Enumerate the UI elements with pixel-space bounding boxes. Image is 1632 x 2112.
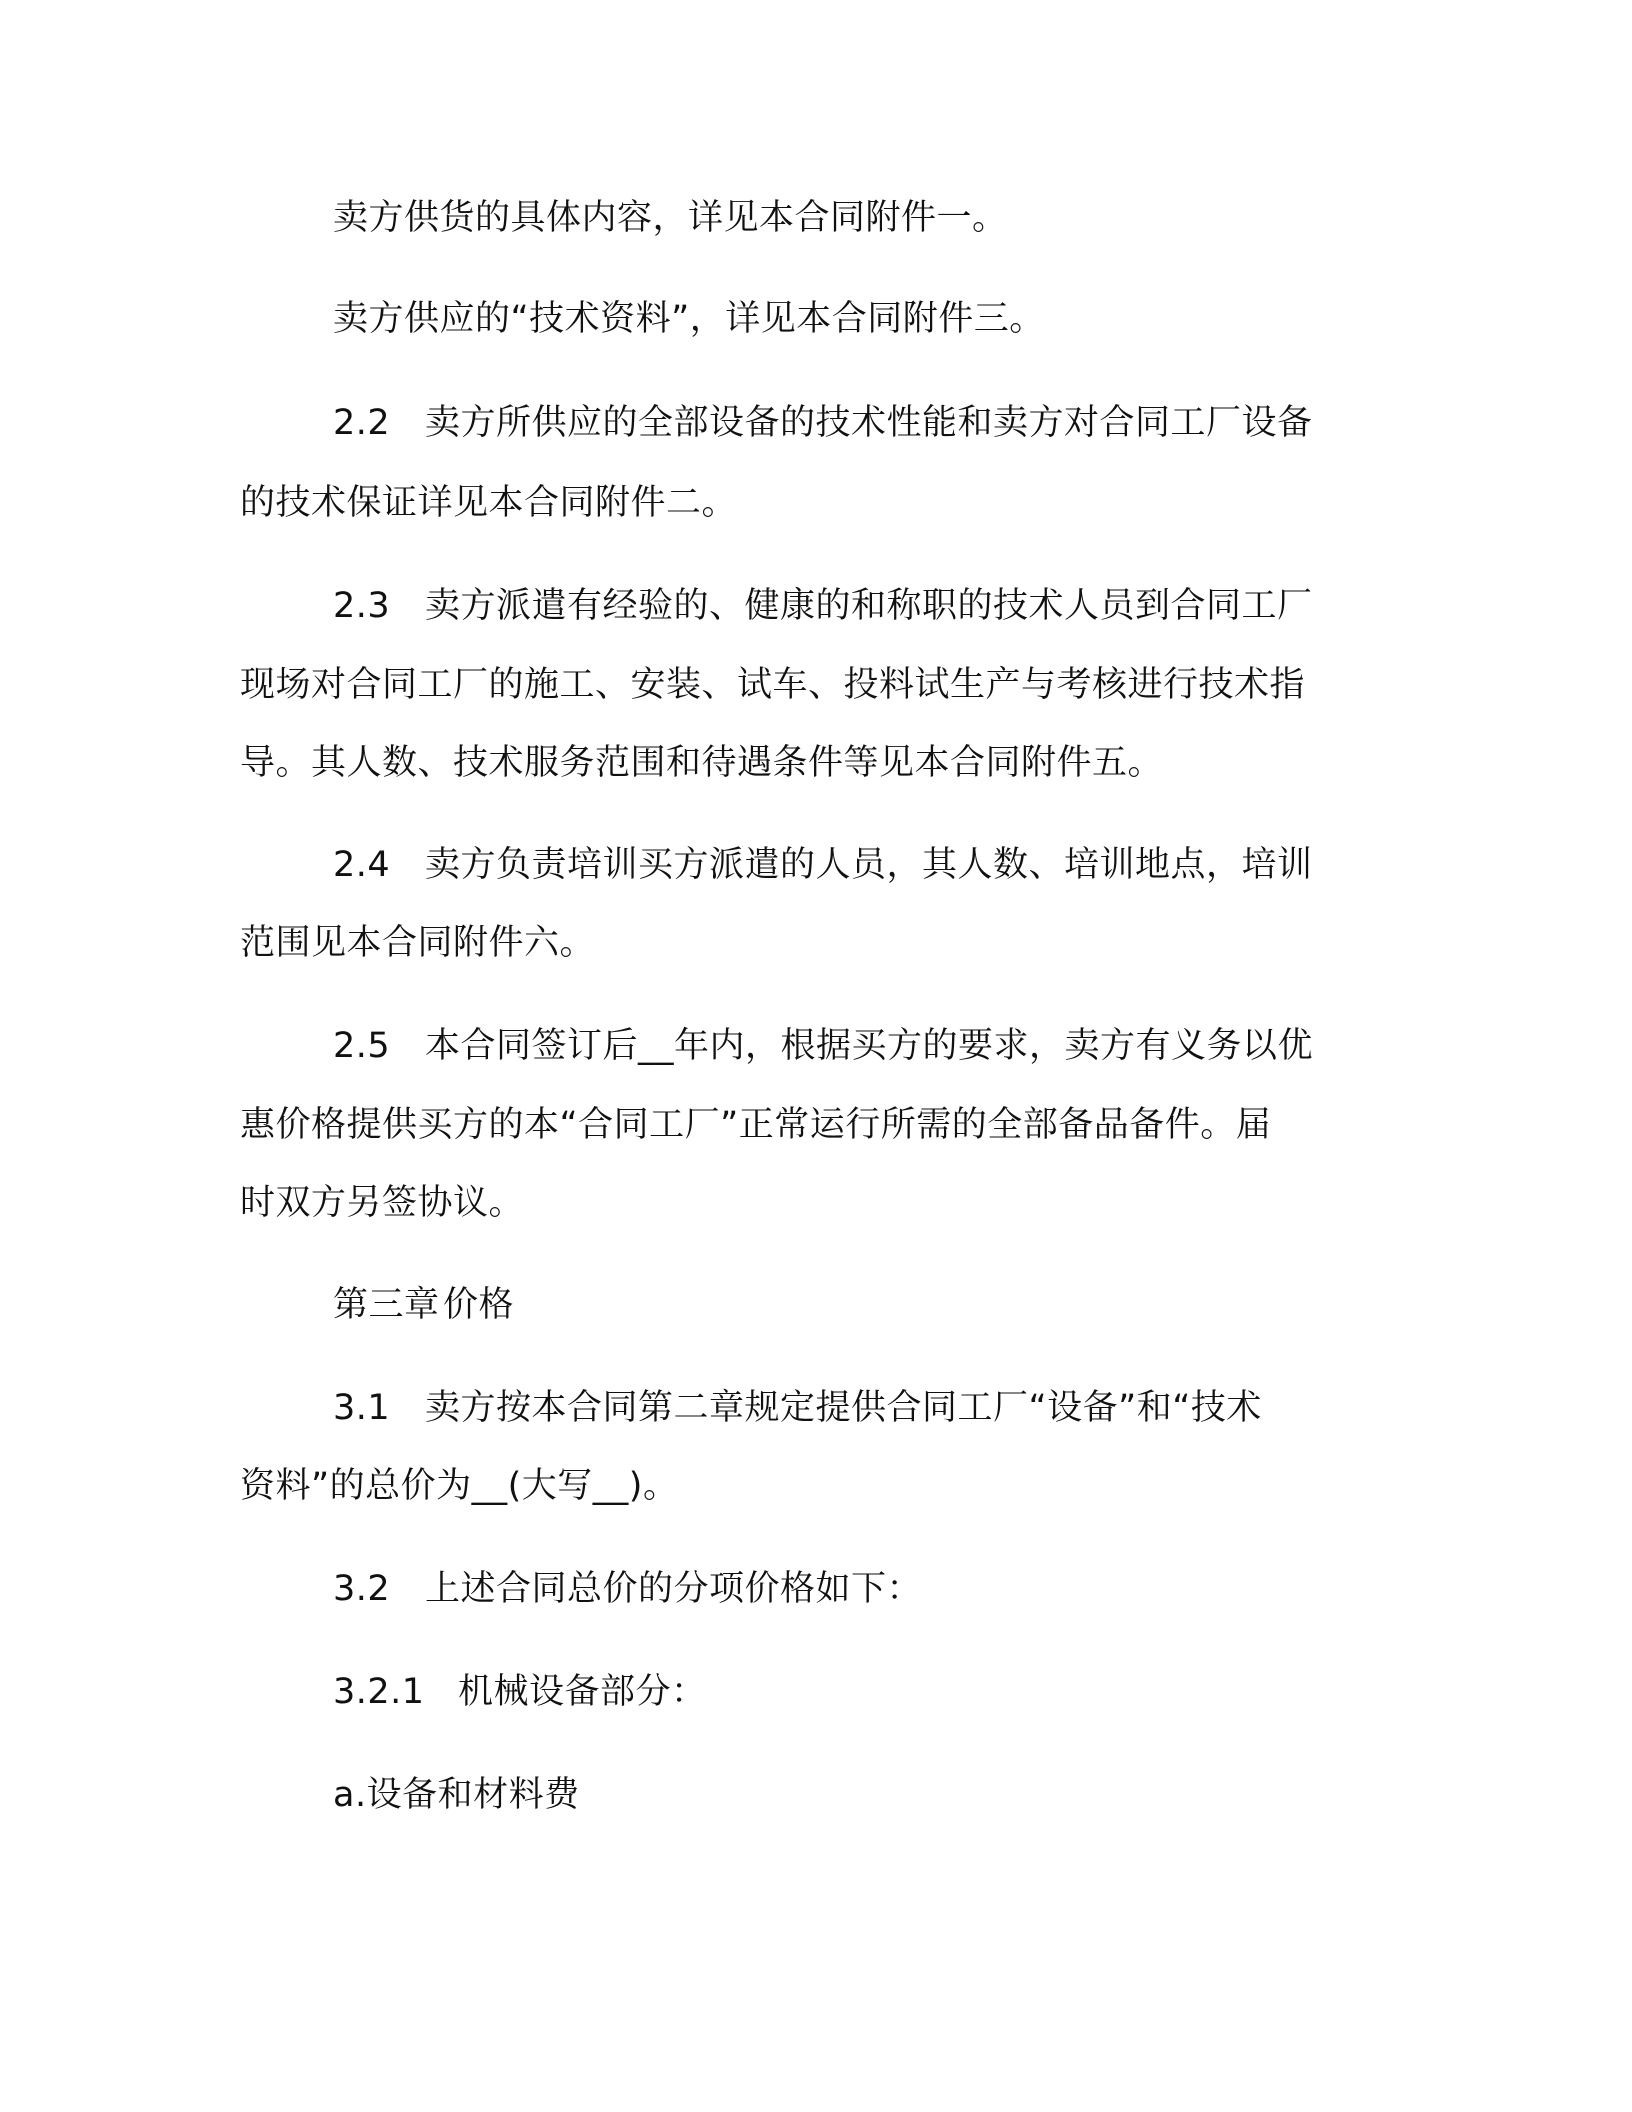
- chapter-title: 价格: [443, 1285, 515, 1325]
- paragraph-line: [333, 401, 1313, 445]
- paragraph-line: [333, 584, 1313, 628]
- line-text: 资料”的总价为__(大写__)。: [240, 1466, 679, 1506]
- line-text: 现场对合同工厂的施工、安装、试车、投料试生产与考核进行技术指: [240, 665, 1306, 705]
- chapter-heading: [333, 1283, 514, 1327]
- paragraph-line: [240, 1103, 1271, 1147]
- paragraph-line: [333, 1386, 1262, 1430]
- line-text: 卖方负责培训买方派遣的人员，其人数、培训地点，培训: [425, 845, 1313, 885]
- chapter-number: 第三章: [333, 1285, 440, 1325]
- paragraph-line: [333, 1670, 707, 1714]
- line-text: 卖方按本合同第二章规定提供合同工厂“设备”和“技术: [425, 1388, 1262, 1428]
- line-text: 卖方供应的“技术资料”，详见本合同附件三。: [333, 299, 1045, 339]
- clause-number: 3.2: [333, 1569, 391, 1609]
- paragraph-line: [333, 1567, 922, 1611]
- paragraph-line: [240, 741, 1163, 785]
- paragraph-line: [333, 196, 1008, 240]
- paragraph-line: [240, 921, 595, 965]
- line-text: 范围见本合同附件六。: [240, 923, 596, 963]
- clause-number: 2.3: [333, 586, 391, 626]
- paragraph-line: [333, 1773, 580, 1817]
- paragraph-line: [240, 1181, 524, 1225]
- clause-number: 3.2.1: [333, 1672, 425, 1712]
- line-text: 惠价格提供买方的本“合同工厂”正常运行所需的全部备品备件。届: [240, 1105, 1272, 1145]
- line-text: 机械设备部分：: [458, 1672, 707, 1712]
- line-text: 导。其人数、技术服务范围和待遇条件等见本合同附件五。: [240, 743, 1164, 783]
- line-text: 卖方供货的具体内容，详见本合同附件一。: [333, 198, 1008, 238]
- paragraph-line: [333, 1024, 1313, 1068]
- paragraph-line: [333, 297, 1045, 341]
- clause-number: 2.4: [333, 845, 391, 885]
- clause-number: 2.5: [333, 1026, 391, 1066]
- line-text: 卖方派遣有经验的、健康的和称职的技术人员到合同工厂: [425, 586, 1313, 626]
- clause-number: 3.1: [333, 1388, 391, 1428]
- line-text: 卖方所供应的全部设备的技术性能和卖方对合同工厂设备: [425, 403, 1313, 443]
- paragraph-line: [240, 481, 737, 525]
- clause-number: 2.2: [333, 403, 391, 443]
- line-text: 上述合同总价的分项价格如下：: [425, 1569, 923, 1609]
- line-text: 的技术保证详见本合同附件二。: [240, 483, 738, 523]
- line-text: 本合同签订后__年内，根据买方的要求，卖方有义务以优: [425, 1026, 1314, 1066]
- paragraph-line: [240, 1464, 678, 1508]
- paragraph-line: [333, 843, 1313, 887]
- line-text: 时双方另签协议。: [240, 1183, 525, 1223]
- line-text: a.设备和材料费: [333, 1775, 580, 1815]
- paragraph-line: [240, 663, 1305, 707]
